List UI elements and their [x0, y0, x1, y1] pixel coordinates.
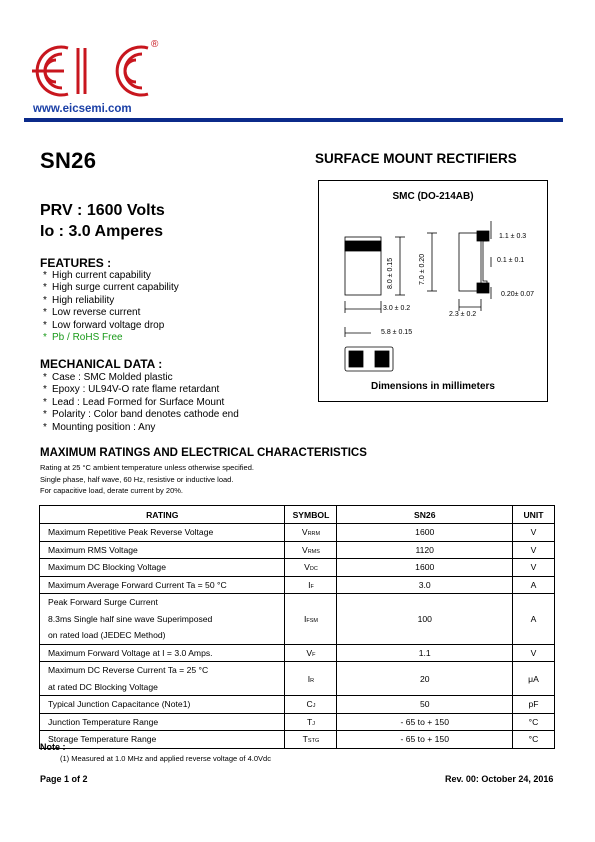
unit-cell: pF	[513, 696, 555, 714]
header-rule	[24, 118, 563, 122]
rating-line: Peak Forward Surge Current	[48, 597, 158, 607]
list-item: * Polarity : Color band denotes cathode end	[40, 409, 239, 421]
symbol-letter: V	[301, 527, 308, 538]
part-number: SN26	[40, 148, 97, 173]
symbol-cell	[285, 541, 337, 559]
package-title: SMC (DO-214AB)	[392, 191, 474, 202]
unit-cell: °C	[513, 731, 555, 749]
unit-cell: V	[513, 559, 555, 577]
list-item: * Case : SMC Molded plastic	[40, 372, 239, 384]
rating-note: Single phase, half wave, 60 Hz, resistive or inductive load.	[40, 474, 234, 484]
table-row	[40, 696, 555, 714]
table-row	[40, 644, 555, 662]
rating-cell: Maximum Average Forward Current Ta = 50 °C	[40, 576, 285, 594]
value-cell: 1.1	[337, 644, 513, 662]
symbol-letter: I	[303, 613, 307, 624]
page-number: Page 1 of 2	[40, 774, 88, 784]
table-row	[40, 594, 555, 645]
table-row	[40, 576, 555, 594]
unit-cell: °C	[513, 713, 555, 731]
rating-cell	[40, 594, 285, 645]
ratings-heading: MAXIMUM RATINGS AND ELECTRICAL CHARACTERISTICS	[40, 447, 367, 459]
package-footer: Dimensions in millimeters	[371, 381, 495, 392]
table-row	[40, 662, 555, 696]
symbol-cell	[285, 524, 337, 542]
rating-cell: Maximum DC Blocking Voltage	[40, 559, 285, 577]
list-item: * High surge current capability	[40, 282, 179, 294]
rating-line: 8.3ms Single half sine wave Superimposed	[48, 613, 213, 624]
rating-cell: Maximum RMS Voltage	[40, 541, 285, 559]
dim-height-a: 8.0 ± 0.15	[387, 257, 394, 289]
symbol-letter: I	[307, 673, 311, 684]
col-value: SN26	[337, 506, 513, 524]
registered-mark: ®	[151, 39, 159, 50]
ratings-rows	[40, 524, 555, 749]
table-row	[40, 541, 555, 559]
prv-spec: PRV : 1600 Volts	[40, 202, 165, 219]
value-cell: 3.0	[337, 576, 513, 594]
col-unit: UNIT	[513, 506, 555, 524]
rating-cell: Maximum Forward Voltage at I = 3.0 Amps.	[40, 644, 285, 662]
list-item: * Low forward voltage drop	[40, 320, 179, 332]
mechanical-heading: MECHANICAL DATA :	[40, 357, 163, 371]
rating-line: on rated load (JEDEC Method)	[48, 630, 166, 640]
rating-note: For capacitive load, derate current by 20%.	[40, 486, 183, 496]
rating-line: Maximum DC Reverse Current Ta = 25 °C	[48, 665, 209, 675]
rating-cell	[40, 662, 285, 696]
rating-line: at rated DC Blocking Voltage	[48, 681, 158, 692]
symbol-subscript: J	[312, 720, 315, 727]
table-row	[40, 559, 555, 577]
symbol-cell	[285, 644, 337, 662]
symbol-subscript: R	[310, 677, 315, 684]
value-cell: 1120	[337, 541, 513, 559]
symbol-letter: T	[306, 716, 313, 727]
features-list	[40, 270, 179, 344]
value-cell: 100	[337, 594, 513, 645]
value-cell: 20	[337, 662, 513, 696]
spec-block	[40, 200, 165, 242]
mechanical-list	[40, 372, 239, 434]
dim-width-a: 3.0 ± 0.2	[383, 305, 411, 312]
symbol-cell	[285, 559, 337, 577]
unit-cell: μA	[513, 662, 555, 696]
value-cell: 1600	[337, 524, 513, 542]
symbol-subscript: FSM	[306, 617, 318, 624]
symbol-letter: V	[306, 647, 313, 658]
symbol-cell	[285, 731, 337, 749]
dim-lead-bot: 0.20± 0.07	[501, 291, 535, 298]
symbol-letter: I	[308, 579, 311, 590]
features-heading: FEATURES :	[40, 256, 112, 270]
dim-lead-mid: 0.1 ± 0.1	[497, 257, 525, 264]
symbol-subscript: RMS	[307, 548, 320, 555]
note-text: (1) Measured at 1.0 MHz and applied reverse voltage of 4.0Vdc	[60, 754, 271, 763]
unit-cell: V	[513, 524, 555, 542]
dim-lead-top: 1.1 ± 0.3	[499, 233, 527, 240]
col-symbol: SYMBOL	[285, 506, 337, 524]
table-row	[40, 713, 555, 731]
symbol-cell	[285, 662, 337, 696]
unit-cell: V	[513, 644, 555, 662]
value-cell: 1600	[337, 559, 513, 577]
io-spec: Io : 3.0 Amperes	[40, 223, 164, 240]
symbol-subscript: RRM	[307, 531, 321, 538]
list-item: * Low reverse current	[40, 307, 179, 319]
website-link[interactable]: www.eicsemi.com	[33, 103, 132, 115]
dim-height-b: 7.0 ± 0.20	[419, 253, 426, 285]
symbol-cell	[285, 713, 337, 731]
rating-cell: Storage Temperature Range	[40, 731, 285, 749]
symbol-letter: C	[306, 699, 313, 710]
symbol-subscript: J	[312, 703, 316, 710]
rating-note: Rating at 25 °C ambient temperature unless otherwise specified.	[40, 463, 254, 472]
value-cell: - 65 to + 150	[337, 731, 513, 749]
rating-cell: Typical Junction Capacitance (Note1)	[40, 696, 285, 714]
table-row	[40, 524, 555, 542]
note-heading: Note :	[40, 742, 66, 752]
doc-title: SURFACE MOUNT RECTIFIERS	[315, 151, 517, 166]
revision: Rev. 00: October 24, 2016	[445, 774, 554, 784]
symbol-subscript: DC	[309, 566, 318, 573]
ratings-notes	[40, 462, 254, 497]
symbol-cell	[285, 696, 337, 714]
list-item: * High reliability	[40, 295, 179, 307]
unit-cell: A	[513, 576, 555, 594]
table-row	[40, 731, 555, 749]
dim-width-b: 5.8 ± 0.15	[381, 329, 413, 336]
dim-width-c: 2.3 ± 0.2	[449, 311, 477, 318]
unit-cell: A	[513, 594, 555, 645]
rating-cell: Junction Temperature Range	[40, 713, 285, 731]
value-cell: - 65 to + 150	[337, 713, 513, 731]
list-item: * High current capability	[40, 270, 179, 282]
symbol-letter: V	[304, 562, 310, 573]
col-rating: RATING	[40, 506, 285, 524]
symbol-cell	[285, 576, 337, 594]
package-drawing	[318, 180, 548, 402]
symbol-subscript: F	[310, 583, 314, 590]
symbol-letter: V	[301, 544, 308, 555]
unit-cell: V	[513, 541, 555, 559]
rating-cell: Maximum Repetitive Peak Reverse Voltage	[40, 524, 285, 542]
ratings-table	[39, 505, 555, 749]
eic-logo	[22, 42, 156, 100]
symbol-letter: T	[302, 734, 308, 745]
list-item-rohs: * Pb / RoHS Free	[40, 332, 179, 344]
list-item: * Epoxy : UL94V-O rate flame retardant	[40, 384, 239, 396]
value-cell: 50	[337, 696, 513, 714]
list-item: * Lead : Lead Formed for Surface Mount	[40, 397, 239, 409]
symbol-cell	[285, 594, 337, 645]
symbol-subscript: STG	[307, 738, 320, 745]
list-item: * Mounting position : Any	[40, 422, 239, 434]
symbol-subscript: F	[312, 651, 316, 658]
table-header-row	[40, 506, 555, 524]
